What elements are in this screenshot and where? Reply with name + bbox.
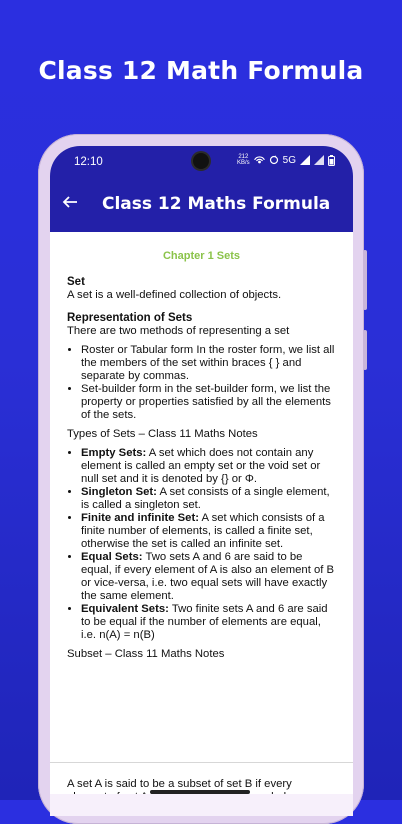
signal-2-icon [314, 155, 324, 165]
app-bar-title: Class 12 Maths Formula [102, 194, 331, 214]
set-definition: A set is a well-defined collection of objects. [67, 289, 282, 301]
list-item [81, 486, 335, 512]
back-button[interactable] [62, 194, 78, 214]
signal-icon [300, 155, 310, 165]
app-bar [50, 180, 353, 232]
arrow-left-icon[interactable] [62, 194, 78, 210]
subset-line-1: A set A is said to be a subset of set B if every [67, 778, 292, 790]
document-body [67, 276, 335, 661]
term: Empty Sets: [81, 447, 147, 459]
banner-title: Class 12 Math Formula [38, 56, 364, 85]
data-rate-value: 212 [238, 154, 249, 160]
data-rate [237, 154, 250, 166]
set-heading: Set [67, 276, 85, 288]
list-item [81, 603, 335, 642]
power-button [363, 330, 367, 370]
chapter-title: Chapter 1 Sets [162, 250, 241, 262]
bottom-nav-area [50, 794, 353, 816]
list-item: • Roster or Tabular form In the roster form, we list all the members of the set within braces { } and separate by commas. [81, 344, 335, 383]
term-text: A set which does not contain any element is called an empty set or the void set or null set and it is denoted by {} or Φ. [81, 447, 321, 485]
app-screen [50, 146, 353, 816]
volume-button [363, 250, 367, 310]
content-area[interactable] [50, 232, 353, 816]
representation-intro: There are two methods of representing a set [67, 325, 290, 337]
network-type: 5G [282, 154, 296, 166]
term-text: Two sets A and 6 are said to be equal, if every element of A is also an element of B or vice-versa, i.e. two equal sets will have exactly the same element. [81, 551, 335, 602]
status-icons [237, 154, 335, 166]
term-text: A set which consists of a finite number of elements, is called a finite set, otherwise the set is called an infinite set. [81, 512, 325, 550]
data-rate-unit: KB/s [236, 160, 250, 166]
list-item [81, 551, 335, 603]
term-text: Two finite sets A and 6 are said to be equal if the number of elements are equal, i.e. n(A) = n(B) [81, 603, 328, 641]
list-item: • Set-builder form in the set-builder form, we list the property or properties satisfied by all the elements of the sets. [81, 383, 335, 422]
home-indicator[interactable] [150, 790, 250, 794]
term: Equal Sets: [81, 551, 143, 563]
front-camera-icon [193, 153, 209, 169]
divider [50, 762, 353, 763]
term-text: A set consists of a single element, is called a singleton set. [81, 486, 330, 511]
status-bar [50, 146, 353, 180]
list-item [81, 512, 335, 551]
status-time: 12:10 [74, 156, 103, 168]
representation-heading: Representation of Sets [67, 312, 193, 324]
term: Equivalent Sets: [81, 603, 169, 615]
types-list [67, 447, 335, 642]
types-heading: Types of Sets – Class 11 Maths Notes [67, 428, 258, 440]
hotspot-icon [254, 156, 265, 165]
sync-icon [269, 155, 279, 165]
subset-heading: Subset – Class 11 Maths Notes [67, 648, 225, 660]
battery-icon [328, 155, 335, 166]
list-item [81, 447, 335, 486]
representation-list [67, 344, 335, 422]
term: Finite and infinite Set: [81, 512, 199, 524]
term: Singleton Set: [81, 486, 157, 498]
